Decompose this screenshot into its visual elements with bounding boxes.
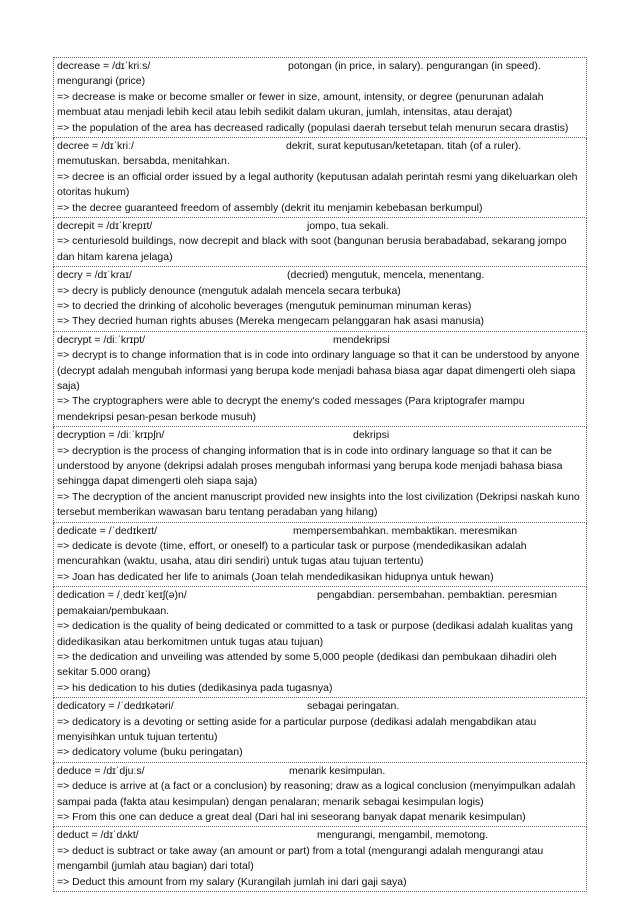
entry-line: pemakaian/pembukaan. <box>57 604 170 617</box>
entry-meaning: jompo, tua sekali. <box>307 220 389 233</box>
entry-word: deduct = /dɪˈdʌkt/ <box>57 829 139 842</box>
entry-line: => dedicate is devote (time, effort, or oneself) to a particular task or purpose (mendedikasikan adalah mencurahkan (waktu, usaha, atau diri sendiri) untuk tugas atau tujuan tertentu) <box>57 540 527 568</box>
entry-dedicate <box>53 523 587 588</box>
entry-decrease <box>53 57 587 138</box>
entry-meaning: (decried) mengutuk, mencela, menentang. <box>287 269 485 282</box>
entry-word: dedicatory = /ˈdedɪkətəri/ <box>57 700 174 713</box>
entry-deduce <box>53 763 587 828</box>
entry-word: decryption = /diːˈkrɪpʃn/ <box>57 429 165 442</box>
entry-word: dedication = /ˌdedɪˈkeɪʃ(ə)n/ <box>57 589 187 602</box>
entry-meaning: mengurangi, mengambil, memotong. <box>317 829 489 842</box>
entry-line: => The cryptographers were able to decrypt the enemy's coded messages (Para kriptografer mampu mendekripsi pesan-pesan berkode musuh) <box>57 395 525 423</box>
entry-meaning: mendekripsi <box>333 333 390 346</box>
entry-line: => the dedication and unveiling was attended by some 5,000 people (dedikasi dan pembukaan dihadiri oleh sekitar 5.000 orang) <box>57 650 557 679</box>
entry-decree <box>53 138 587 218</box>
entry-word: decry = /dɪˈkraɪ/ <box>57 269 132 282</box>
entry-line: => deduct is subtract or take away (an amount or part) from a total (mengurangi adalah mengurangi atau mengambil (jumlah atau bagian) dari total) <box>57 844 544 873</box>
entry-dedication <box>53 587 587 698</box>
entry-decry <box>53 267 587 332</box>
entry-line: => centuriesold buildings, now decrepit and black with soot (bangunan berusia berabadabad, sekarang jompo dan hitam karena jelaga) <box>57 235 567 263</box>
entry-word: deduce = /dɪˈdjuːs/ <box>57 764 145 777</box>
entry-line: => The decryption of the ancient manuscript provided new insights into the lost civilization (Dekripsi naskah kuno tersebut memberikan wawasan baru tentang peradaban yang hilang) <box>57 490 580 519</box>
entry-line: => decryption is the process of changing information that is in code into ordinary language so that it can be understood by anyone (dekripsi adalah proses mengubah informasi yang berupa kode menjadi bahasa biasa sehingga dapat dimengerti oleh siapa saja) <box>57 444 563 488</box>
entry-line: => dedication is the quality of being dedicated or committed to a task or purpose (dedikasi adalah kualitas yang didedikasikan atau berkomitmen untuk tugas atau tujuan) <box>57 620 573 648</box>
entry-decrepit <box>53 218 587 267</box>
entry-line: => They decried human rights abuses (Mereka mengecam pelanggaran hak asasi manusia) <box>57 315 485 328</box>
entry-dedicatory <box>53 698 587 763</box>
dictionary-document <box>53 57 587 892</box>
entry-decrypt <box>53 332 587 427</box>
entry-meaning: dekrit, surat keputusan/ketetapan. titah (of a ruler). <box>286 140 522 153</box>
entry-line: => to decried the drinking of alcoholic beverages (mengutuk peminuman minuman keras) <box>57 300 472 313</box>
entry-line: => Deduct this amount from my salary (Kurangilah jumlah ini dari gaji saya) <box>57 875 407 888</box>
entry-line: => the decree guaranteed freedom of assembly (dekrit itu menjamin kebebasan berkumpul) <box>57 201 483 214</box>
entry-deduct <box>53 827 587 892</box>
entry-line: => the population of the area has decreased radically (populasi daerah tersebut telah menurun secara drastis) <box>57 121 569 134</box>
entry-line: => decrypt is to change information that is in code into ordinary language so that it can be understood by anyone (decrypt adalah mengubah informasi yang berupa kode menjadi bahasa biasa agar dapat dimengerti oleh siapa saja) <box>57 349 580 393</box>
entry-decryption <box>53 427 587 522</box>
entry-word: dedicate = /ˈdedɪkeɪt/ <box>57 524 157 537</box>
entry-line: => Joan has dedicated her life to animals (Joan telah mendedikasikan hidupnya untuk hewan) <box>57 570 494 583</box>
entry-word: decrease = /dɪˈkriːs/ <box>57 60 151 72</box>
entry-line: => deduce is arrive at (a fact or a conclusion) by reasoning; draw as a logical conclusion (menyimpulkan adalah sampai pada (fakta atau kesimpulan) dengan penalaran; menarik sebagai kesimpulan logis) <box>57 780 576 808</box>
entry-line: => his dedication to his duties (dedikasinya pada tugasnya) <box>57 681 333 694</box>
entry-line: => dedicatory is a devoting or setting aside for a particular purpose (dedikasi adalah mengabdikan atau menyisihkan untuk tujuan tertentu) <box>57 715 537 743</box>
entry-line: => decree is an official order issued by a legal authority (keputusan adalah perintah resmi yang dikeluarkan oleh otoritas hukum) <box>57 170 578 199</box>
entry-meaning: dekripsi <box>353 429 390 442</box>
entry-meaning: menarik kesimpulan. <box>289 764 386 777</box>
entry-line: memutuskan. bersabda, menitahkan. <box>57 155 230 168</box>
entry-meaning: sebagai peringatan. <box>307 700 400 713</box>
entry-line: => From this one can deduce a great deal (Dari hal ini seseorang banyak dapat menarik kesimpulan) <box>57 810 526 823</box>
entry-line: mengurangi (price) <box>57 75 146 88</box>
entry-meaning: pengabdian. persembahan. pembaktian. peresmian <box>317 589 557 602</box>
entry-word: decree = /dɪˈkriː/ <box>57 140 134 153</box>
entry-word: decrepit = /dɪˈkrepɪt/ <box>57 220 153 233</box>
entry-word: decrypt = /diːˈkrɪpt/ <box>57 333 146 346</box>
entry-line: => decry is publicly denounce (mengutuk adalah mencela secara terbuka) <box>57 284 401 297</box>
entry-meaning: potongan (in price, in salary). pengurangan (in speed). <box>288 60 541 72</box>
entry-line: => decrease is make or become smaller or fewer in size, amount, intensity, or degree (penurunan adalah membuat atau menjadi lebih kecil atau lebih sedikit dalam ukuran, jumlah, intensitas, atau derajat) <box>57 90 544 119</box>
entry-meaning: mempersembahkan. membaktikan. meresmikan <box>293 524 518 537</box>
entry-line: => dedicatory volume (buku peringatan) <box>57 746 243 759</box>
